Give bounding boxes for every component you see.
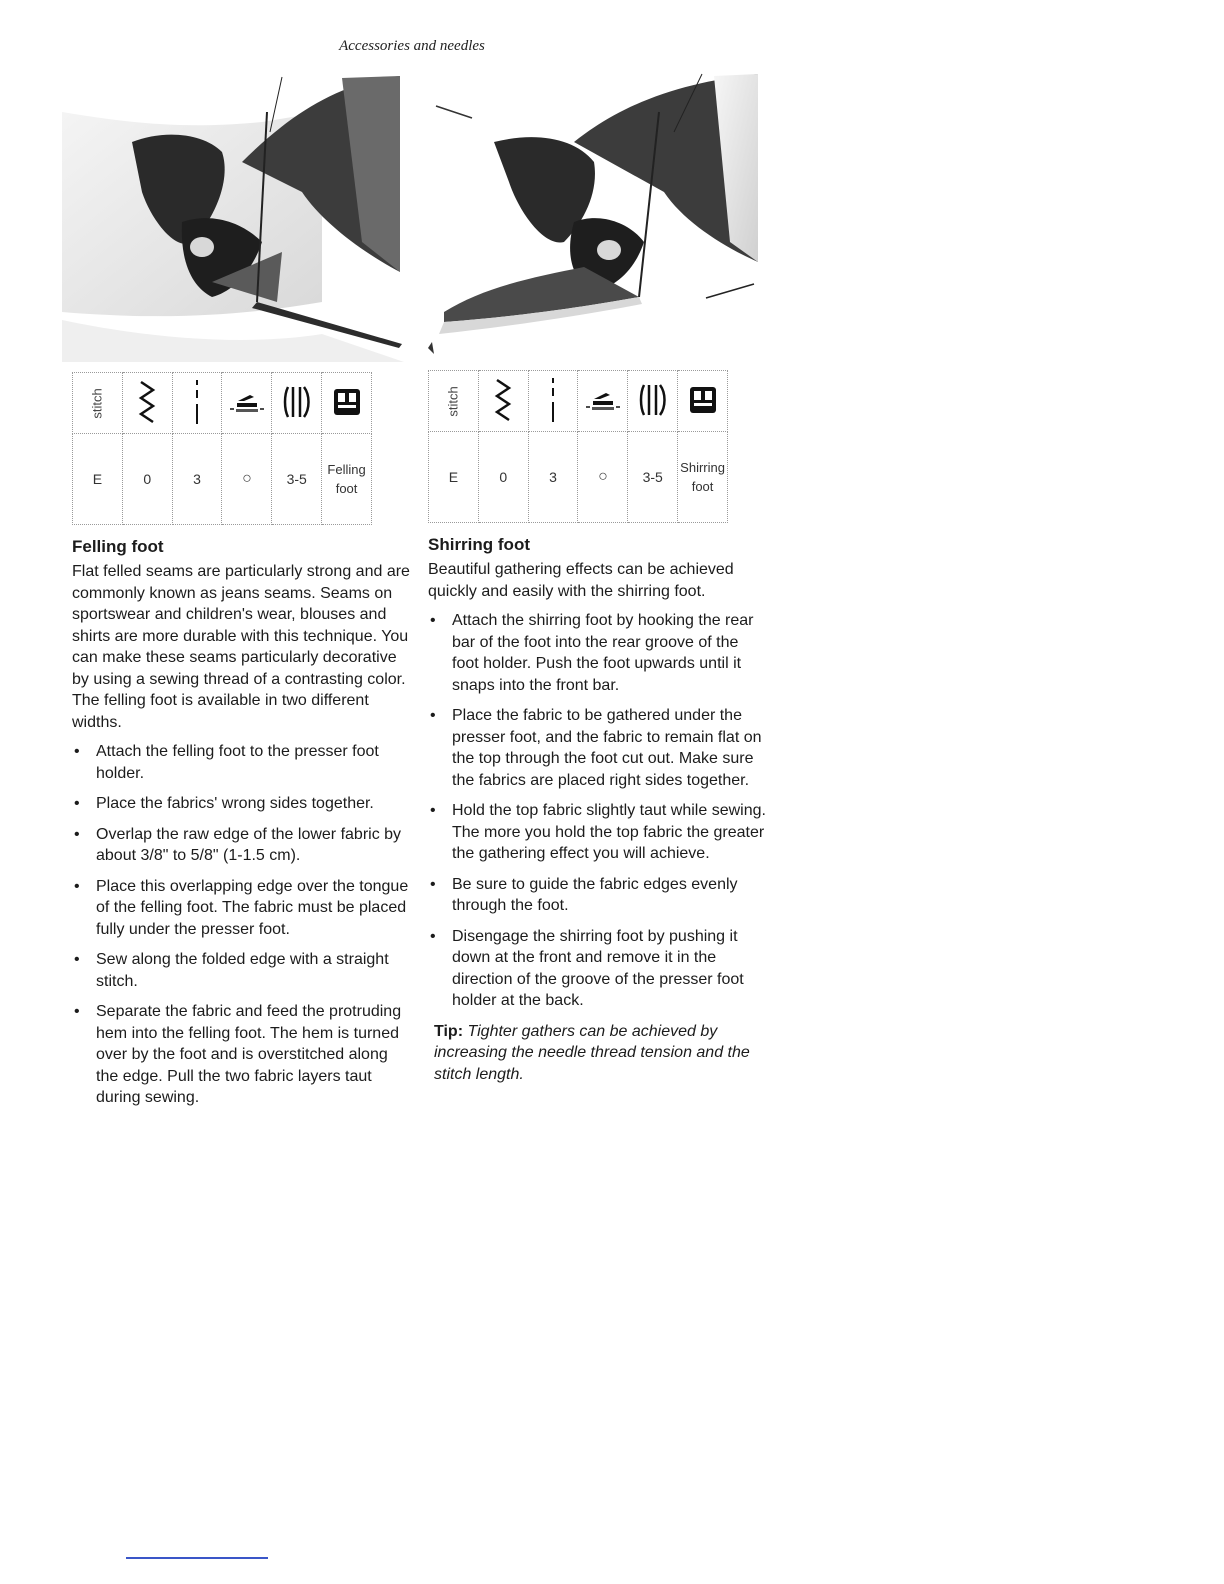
- bullet-icon: •: [74, 825, 80, 843]
- felling-settings-table: [72, 372, 372, 525]
- presser-pressure-icon: [628, 371, 678, 432]
- shirring-steps: [428, 610, 768, 1012]
- stitch-length-value: 3: [172, 434, 222, 525]
- stitch-length-value: 3: [528, 432, 578, 523]
- bullet-icon: •: [74, 1003, 80, 1020]
- list-item: • Disengage the shirring foot by pushing it down at the front and remove it in the direction of the groove of the presser foot holder at the back.: [430, 927, 744, 1009]
- bullet-icon: •: [74, 795, 80, 812]
- feed-dog-value: [578, 432, 628, 523]
- shirring-intro: Beautiful gathering effects can be achieved quickly and easily with the shirring foot.: [428, 561, 734, 600]
- shirring-foot-section: [428, 534, 768, 1085]
- list-item: • Place this overlapping edge over the tongue of the felling foot. The fabric must be placed fully under the presser foot.: [74, 877, 409, 938]
- list-item: • Hold the top fabric slightly taut while sewing. The more you hold the top fabric the greater the gathering effect you will achieve.: [430, 802, 766, 862]
- stitch-width-value: 0: [122, 434, 172, 525]
- tip-text: Tighter gathers can be achieved by increasing the needle thread tension and the stitch length.: [434, 1022, 750, 1083]
- bullet-icon: •: [430, 927, 436, 945]
- stitch-label: stitch: [445, 386, 461, 417]
- bullet-icon: •: [430, 707, 436, 724]
- bullet-icon: •: [430, 802, 436, 819]
- needle-position-value: E: [73, 434, 123, 525]
- list-item: • Sew along the folded edge with a straight stitch.: [74, 951, 389, 990]
- presser-pressure-value: 3-5: [628, 432, 678, 523]
- foot-name-line2: foot: [691, 479, 714, 494]
- bullet-icon: •: [74, 743, 80, 760]
- feed-dog-icon: [222, 373, 272, 434]
- page-header: Accessories and needles: [339, 38, 485, 54]
- foot-name-line1: Felling: [327, 462, 366, 477]
- list-item: • Place the fabric to be gathered under the presser foot, and the fabric to remain flat on the top through the foot cut out. Make sure the fabrics are placed right sides together.: [430, 707, 762, 789]
- shirring-settings-table: [428, 370, 728, 523]
- stitch-width-icon: [122, 373, 172, 434]
- stitch-header-cell: [73, 373, 123, 434]
- bullet-icon: •: [430, 612, 436, 629]
- feed-dog-value: [222, 434, 272, 525]
- foot-name-line1: Shirring: [680, 460, 725, 475]
- tip-note: [428, 1021, 768, 1086]
- felling-steps: [72, 741, 414, 1109]
- list-item: • Be sure to guide the fabric edges evenly through the foot.: [430, 875, 738, 914]
- stitch-length-icon: [172, 373, 222, 434]
- list-item: • Attach the shirring foot by hooking the rear bar of the foot into the rear groove of the foot holder. Push the foot upwards until it snaps into the front bar.: [430, 612, 754, 694]
- stitch-width-icon: [478, 371, 528, 432]
- presser-pressure-icon: [272, 373, 322, 434]
- felling-intro: Flat felled seams are particularly strong and are commonly known as jeans seams. Seams on sportswear and children's wear, blouses and shirts are more durable with this technique. You can make these seams particularly decorative by using a sewing thread of a contrasting color. The felling foot is available in two different widths.: [72, 563, 410, 731]
- felling-heading: Felling foot: [72, 537, 164, 556]
- presser-foot-value: [322, 434, 372, 525]
- feed-dog-circle: ○: [242, 470, 252, 487]
- bullet-icon: •: [74, 877, 80, 895]
- tip-label: Tip:: [434, 1022, 464, 1040]
- needle-position-value: E: [429, 432, 479, 523]
- list-item: • Overlap the raw edge of the lower fabric by about 3/8" to 5/8" (1-1.5 cm).: [74, 825, 402, 864]
- list-item: • Attach the felling foot to the presser foot holder.: [74, 743, 379, 782]
- feed-dog-icon: [578, 371, 628, 432]
- presser-pressure-value: 3-5: [272, 434, 322, 525]
- list-item: • Separate the fabric and feed the protruding hem into the felling foot. The hem is turned over by the foot and is overstitched along the edge. Pull the two fabric layers taut during sewing.: [74, 1003, 402, 1106]
- stitch-length-icon: [528, 371, 578, 432]
- stitch-label: stitch: [89, 388, 105, 419]
- stitch-header-cell: [429, 371, 479, 432]
- felling-foot-photo: [62, 72, 404, 362]
- shirring-heading: Shirring foot: [428, 535, 530, 554]
- shirring-foot-photo: [424, 72, 762, 362]
- stitch-width-value: 0: [478, 432, 528, 523]
- foot-name-line2: foot: [335, 481, 358, 496]
- bullet-icon: •: [430, 875, 436, 893]
- footer-divider: [126, 1557, 268, 1559]
- presser-foot-value: [678, 432, 728, 523]
- presser-foot-icon: [322, 373, 372, 434]
- felling-foot-section: [72, 536, 414, 1118]
- bullet-icon: •: [74, 951, 80, 968]
- feed-dog-circle: ○: [598, 468, 608, 485]
- presser-foot-icon: [678, 371, 728, 432]
- list-item: • Place the fabrics' wrong sides together.: [72, 793, 414, 815]
